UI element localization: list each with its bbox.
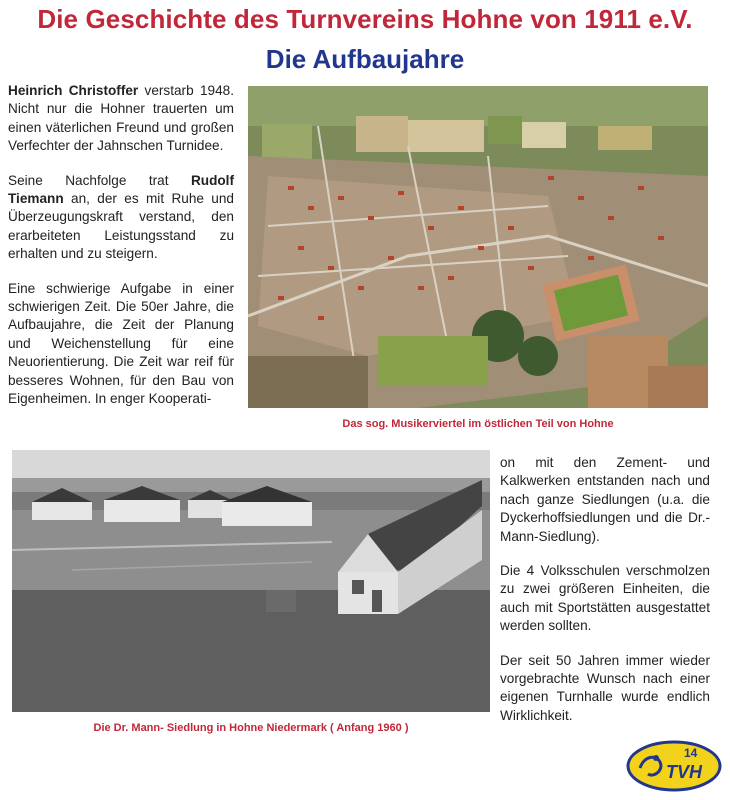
paragraph-4: on mit den Zement- und Kalkwerken entstanden nach und nach ganze Siedlungen (u.a. die Dyckerhoffsiedlungen und die Dr.-Mann-Siedlung). — [500, 455, 710, 544]
aerial-photo-caption: Das sog. Musikerviertel im östlichen Teil von Hohne — [342, 418, 614, 430]
page-title: Die Geschichte des Turnvereins Hohne von 1911 e.V. — [37, 4, 693, 34]
person-name-christoffer: Heinrich Christoffer — [8, 83, 139, 98]
bw-photo-dr-mann-siedlung — [12, 450, 490, 712]
paragraph-3: Eine schwierige Aufgabe in einer schwierigen Zeit. Die 50er Jahre, die Aufbaujahre, die Zeit der Planung und Weichenstellung für eine Neuorientierung. Die Zeit war reif für besseres Wohnen, für den Bau von Eigenheimen. In enger Kooperati- — [8, 280, 234, 407]
paragraph-2 — [8, 172, 234, 264]
paragraph-2-start: Seine Nachfolge trat — [8, 172, 191, 188]
person-name-tiemann: Rudolf Tiemann — [8, 172, 234, 207]
logo-text: TVH — [666, 762, 702, 782]
aerial-photo-musikerviertel — [248, 86, 708, 408]
paragraph-5: Die 4 Volksschulen verschmolzen zu zwei größeren Einheiten, die auch mit Sportstätten ausgestattet werden sollten. — [500, 563, 710, 634]
bw-photo-caption: Die Dr. Mann- Siedlung in Hohne Niedermark ( Anfang 1960 ) — [93, 722, 409, 734]
tvh-logo-page-number — [626, 738, 722, 792]
paragraph-1-text: verstarb 1948. Nicht nur die Hohner trauerten um einen väterlichen Freund und großen Verfechter der Jahnschen Turnidee. — [8, 83, 234, 154]
page-subtitle: Die Aufbaujahre — [265, 44, 465, 74]
left-column-text — [8, 82, 234, 425]
right-column-text — [500, 454, 710, 741]
paragraph-6: Der seit 50 Jahren immer wieder vorgebrachte Wunsch nach einer eigenen Turnhalle wurde endlich Wirklichkeit. — [500, 652, 710, 723]
paragraph-2-text: an, der es mit Ruhe und Überzeugungskraft verstand, den erarbeiteten Leistungsstand zu erhalten und zu steigern. — [8, 191, 234, 262]
page-number: 14 — [684, 746, 698, 760]
paragraph-1 — [8, 82, 234, 156]
